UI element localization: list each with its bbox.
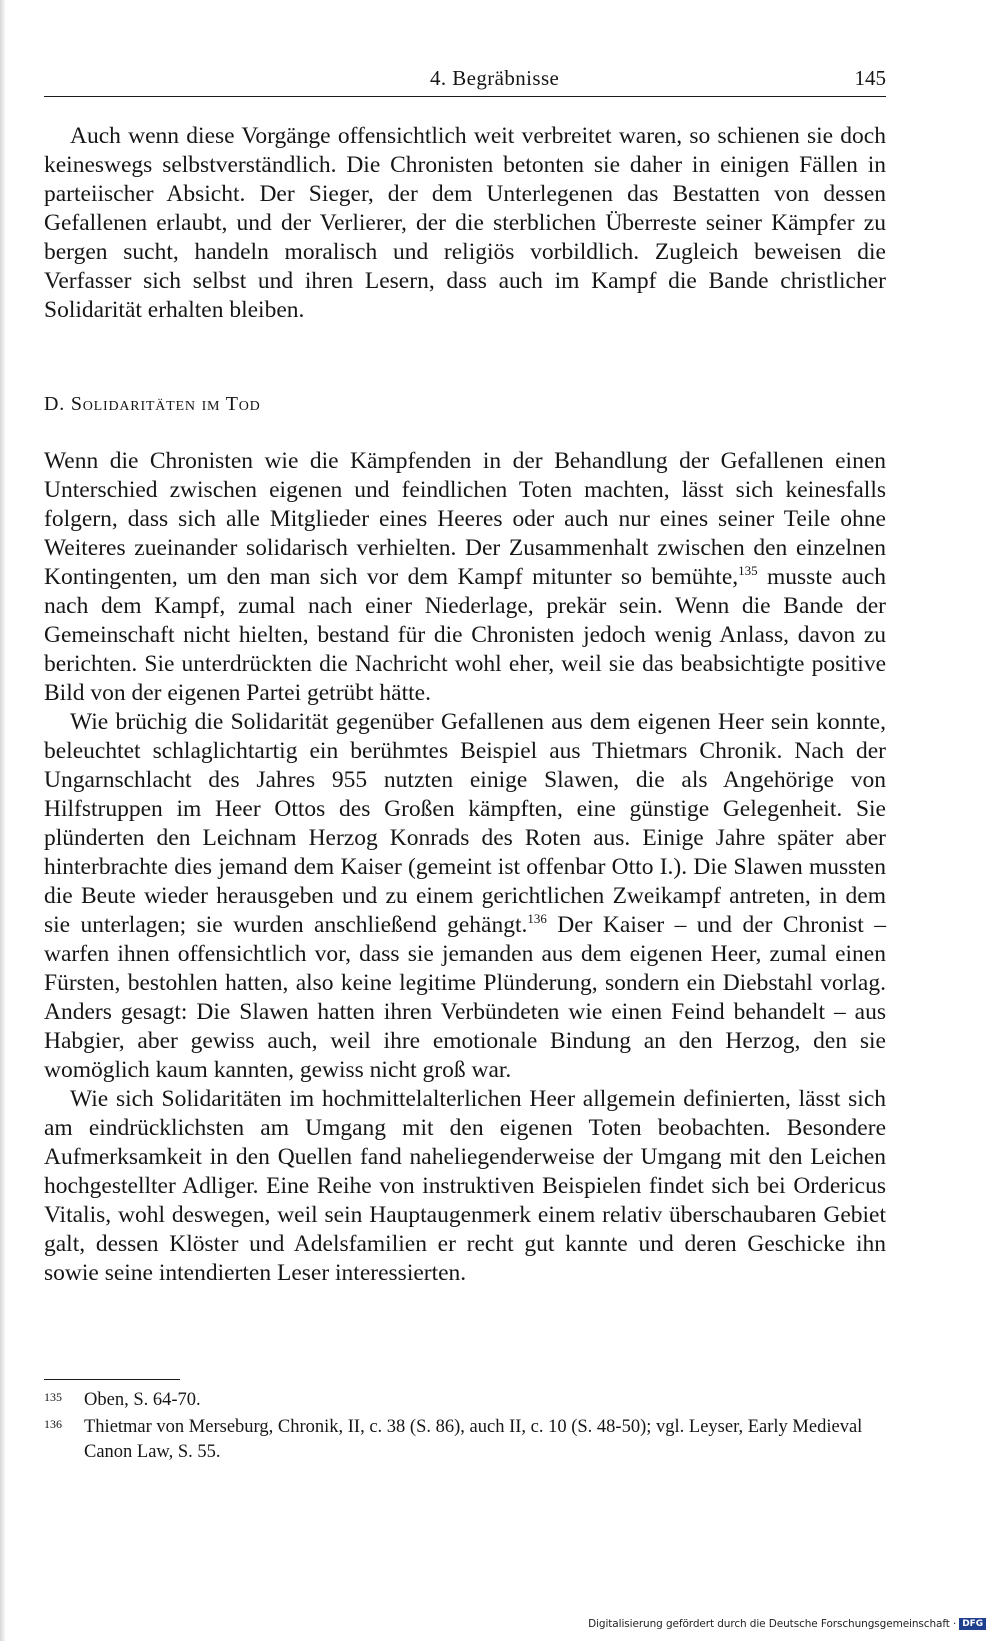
page-number: 145: [854, 66, 886, 90]
paragraph-2: [44, 447, 886, 708]
digitization-text: Digitalisierung gefördert durch die Deutsche Forschungsgemeinschaft ·: [588, 1618, 957, 1630]
main-text: [44, 122, 886, 1288]
running-header: [44, 60, 886, 97]
footnote-text: Thietmar von Merseburg, Chronik, II, c. 38 (S. 86), auch II, c. 10 (S. 48-50); vgl. Leyser, Early Medieval Canon Law, S. 55.: [84, 1417, 863, 1462]
section-heading: D. Solidaritäten im Tod: [44, 393, 261, 415]
footnote-ref-135[interactable]: 135: [738, 563, 758, 578]
paragraph-2-text-a: Wenn die Chronisten wie die Kämpfenden in der Behandlung der Gefallenen einen Unterschied zwischen eigenen und feindlichen Toten machten, lässt sich keinesfalls folgern, dass sich alle Mitglieder eines Heeres oder auch nur eines seiner Teile ohne Weiteres zueinander solidarisch verhielten. Der Zusammenhalt zwischen den einzelnen Kontingenten, um den man sich vor dem Kampf mitunter so bemühte,: [44, 448, 886, 590]
chapter-title: 4. Begräbnisse: [430, 66, 560, 90]
footnote-number: 136: [44, 1417, 62, 1431]
paragraph-3: [44, 708, 886, 1085]
paragraph-2-text-b: musste auch nach dem Kampf, zumal nach einer Niederlage, prekär sein. Wenn die Bande der Gemeinschaft nicht hielten, bestand für die Chronisten jedoch wenig Anlass, davon zu berichten. Sie unterdrückten die Nachricht wohl eher, weil sie das beabsichtigte positive Bild von der eigenen Partei getrübt hätte.: [44, 564, 887, 706]
footnote-separator: [44, 1379, 180, 1380]
dfg-logo: DFG: [959, 1618, 986, 1630]
paragraph-3-text-a: Wie brüchig die Solidarität gegenüber Gefallenen aus dem eigenen Heer sein konnte, beleuchtet schlaglichtartig ein berühmtes Beispiel aus Thietmars Chronik. Nach der Ungarnschlacht des Jahres 955 nutzten einige Slawen, die als Angehörige von Hilfstruppen im Heer Ottos des Großen kämpften, eine günstige Gelegenheit. Sie plünderten den Leichnam Herzog Konrads des Roten aus. Einige Jahre später aber hinterbrachte dies jemand dem Kaiser (gemeint ist offenbar Otto I.). Die Slawen mussten die Beute wieder herausgeben und zu einem gerichtlichen Zweikampf antreten, in dem sie unterlagen; sie wurden anschließend gehängt.: [44, 709, 886, 938]
paragraph-4: Wie sich Solidaritäten im hochmittelalterlichen Heer allgemein definierten, lässt sich am eindrücklichsten am Umgang mit den eigenen Toten beobachten. Besondere Aufmerksamkeit in den Quellen fand naheliegenderweise der Umgang mit den Leichen hochgestellter Adliger. Eine Reihe von instruktiven Beispielen findet sich bei Ordericus Vitalis, wohl deswegen, weil sein Hauptaugenmerk einem relativ überschaubaren Gebiet galt, dessen Klöster und Adelsfamilien er recht gut kannte und deren Geschicke ihn sowie seine intendierten Leser interessierten.: [44, 1086, 886, 1286]
footnote-ref-136[interactable]: 136: [527, 911, 547, 926]
footnote-number: 135: [44, 1390, 62, 1404]
footnote-text: Oben, S. 64-70.: [84, 1390, 201, 1410]
page-edge-shadow: [0, 0, 6, 1641]
footnotes: [44, 1379, 886, 1467]
footnote-135: [44, 1388, 886, 1413]
digitization-note: [588, 1618, 986, 1630]
paragraph-1: Auch wenn diese Vorgänge offensichtlich weit verbreitet waren, so schienen sie doch keineswegs selbstverständlich. Die Chronisten betonten sie daher in einigen Fällen in parteiischer Absicht. Der Sieger, der dem Unterlegenen das Bestatten von dessen Gefallenen erlaubt, und der Verlierer, der die sterblichen Überreste seiner Kämpfer zu bergen sucht, handeln moralisch und religiös vorbildlich. Zugleich beweisen die Verfasser sich selbst und ihren Lesern, dass auch im Kampf die Bande christlicher Solidarität erhalten bleiben.: [44, 123, 886, 323]
footnote-136: [44, 1415, 886, 1465]
paragraph-3-text-b: Der Kaiser – und der Chronist – warfen ihnen offensichtlich vor, dass sie jemanden aus dem eigenen Heer, zumal einen Fürsten, bestohlen hatten, also keine legitime Plünderung, sondern ein Diebstahl vorlag. Anders gesagt: Die Slawen hatten ihren Verbündeten wie einen Feind behandelt – aus Habgier, aber gewiss auch, weil ihre emotionale Bindung an den Herzog, den sie womöglich kaum kannten, gewiss nicht groß war.: [44, 912, 886, 1083]
